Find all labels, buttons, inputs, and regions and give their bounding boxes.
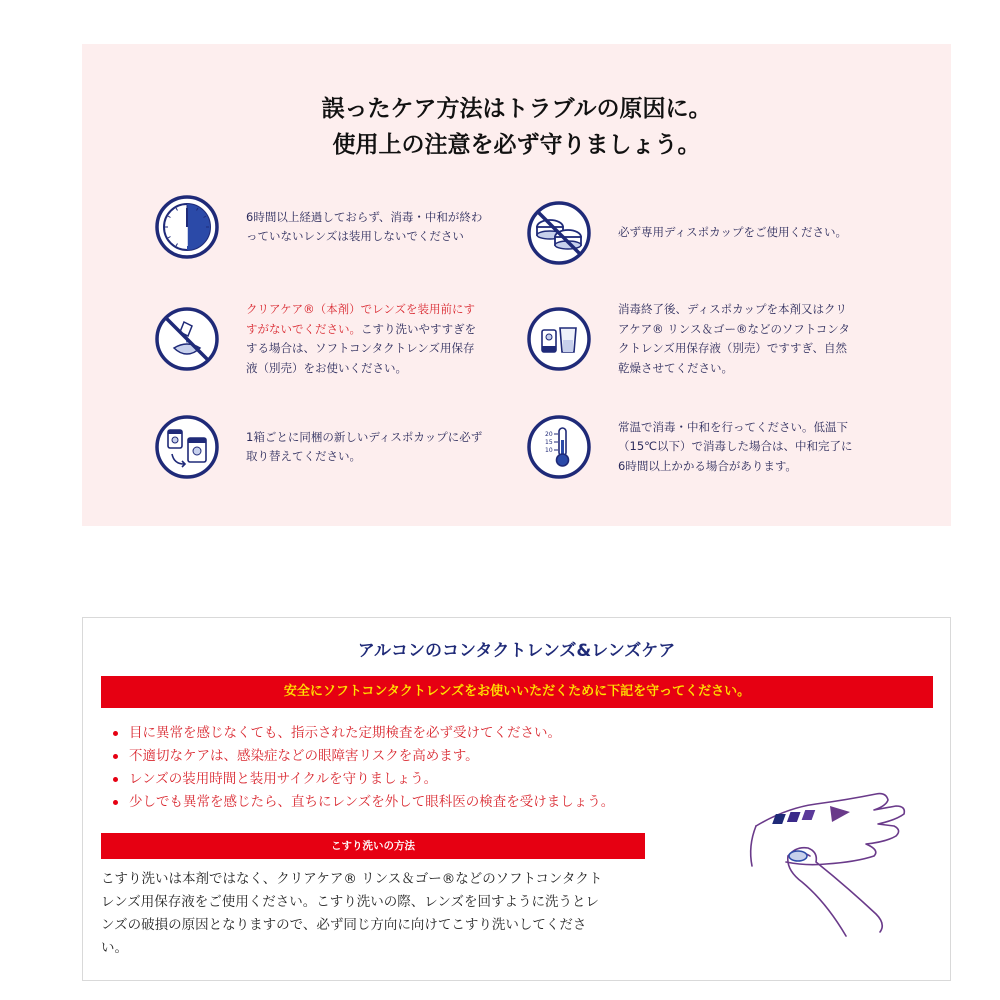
hand-rubbing-lens-icon bbox=[746, 786, 914, 946]
tip-rinse-and-dry bbox=[526, 300, 850, 378]
caution-title-line-1: 誤ったケア方法はトラブルの原因に。 bbox=[321, 96, 712, 122]
replace-cup-icon bbox=[154, 414, 220, 480]
safety-bullet-list bbox=[109, 722, 614, 814]
clock-icon bbox=[154, 194, 220, 260]
drying-cup-icon bbox=[526, 306, 592, 372]
no-eye-drop-icon bbox=[154, 306, 220, 372]
tip-replace-cup bbox=[154, 414, 482, 480]
tip-dedicated-cup-text: 必ず専用ディスポカップをご使用ください。 bbox=[618, 225, 847, 240]
list-item: 不適切なケアは、感染症などの眼障害リスクを高めます。 bbox=[109, 745, 614, 768]
svg-text:15: 15 bbox=[545, 439, 553, 446]
rubbing-method-text: こすり洗いは本剤ではなく、クリアケア® リンス＆ゴー®などのソフトコンタクト レンズ用保存液をご使用ください。こすり洗いの際、レンズを回すように洗うとレ ンズの破損の原因となりますので、必ず同じ方向に向けてこすり洗いしてくださ い。 bbox=[101, 871, 603, 956]
list-item: レンズの装用時間と装用サイクルを守りましょう。 bbox=[109, 768, 614, 791]
caution-title bbox=[82, 91, 951, 163]
tip-no-rinse-text: クリアケア®（本剤）でレンズを装用前にす すがないでください。こすり洗いやすすぎを する場合は、ソフトコンタクトレンズ用保存 液（別売）をお使いください。 bbox=[246, 302, 477, 375]
alcon-section-title: アルコンのコンタクトレンズ&レンズケア bbox=[357, 641, 676, 661]
tip-no-rinse bbox=[154, 300, 476, 378]
thermometer-icon bbox=[526, 414, 592, 480]
tip-dedicated-cup bbox=[526, 200, 847, 266]
safety-banner: 安全にソフトコンタクトレンズをお使いいただくために下記を守ってください。 bbox=[101, 676, 933, 708]
alcon-care-box bbox=[82, 617, 951, 981]
svg-text:10: 10 bbox=[545, 447, 553, 454]
no-reuse-cup-icon bbox=[526, 200, 592, 266]
svg-text:20: 20 bbox=[545, 431, 553, 438]
tip-rinse-and-dry-text: 消毒終了後、ディスポカップを本剤又はクリ アケア® リンス＆ゴー®などのソフトコンタ クトレンズ用保存液（別売）ですすぎ、自然 乾燥させてください。 bbox=[618, 302, 850, 375]
tip-room-temperature-text: 常温で消毒・中和を行ってください。低温下 （15℃以下）で消毒した場合は、中和完了に 6時間以上かかる場合があります。 bbox=[618, 419, 853, 473]
caution-title-line-2: 使用上の注意を必ず守りましょう。 bbox=[332, 132, 701, 158]
tip-six-hours bbox=[154, 194, 482, 260]
list-item: 少しでも異常を感じたら、直ちにレンズを外して眼科医の検査を受けましょう。 bbox=[109, 791, 614, 814]
tip-six-hours-text: 6時間以上経過しておらず、消毒・中和が終わ っていないレンズは装用しないでください bbox=[246, 209, 483, 243]
tip-room-temperature bbox=[526, 414, 853, 480]
rubbing-method-banner: こすり洗いの方法 bbox=[101, 833, 645, 859]
tip-replace-cup-text: 1箱ごとに同梱の新しいディスポカップに必ず 取り替えてください。 bbox=[246, 429, 483, 463]
caution-panel bbox=[82, 44, 951, 526]
list-item: 目に異常を感じなくても、指示された定期検査を必ず受けてください。 bbox=[109, 722, 614, 745]
